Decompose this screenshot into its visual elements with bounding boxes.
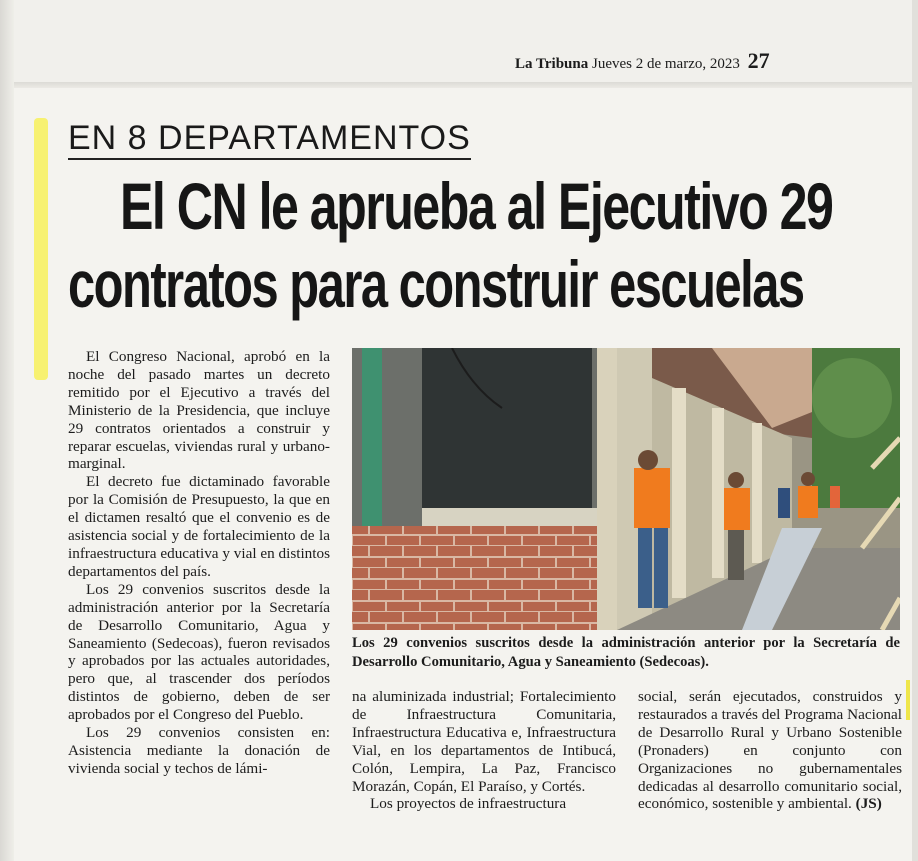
paragraph: El decreto fue dictaminado favorable por la Comisión de Presupuesto, la que en el dictamen resaltó que el convenio es de asistencia social y de fortalecimiento de la infraestructura educativa y vial en distintos departamentos del país. [68,473,330,580]
author-initials: (JS) [855,795,882,813]
headline-line-2: contratos para construir escuelas [68,247,804,321]
paragraph: Los 29 convenios consisten en: Asistencia mediante la donación de vivienda social y techos de lámi- [68,724,330,777]
marker-highlight-right [906,680,910,720]
photo-caption: Los 29 convenios suscritos desde la administración anterior por la Secretaría de Desarrollo Comunitario, Agua y Saneamiento (Sedecoas). [352,635,900,670]
newspaper-name: La Tribuna [515,56,589,72]
kicker: EN 8 DEPARTAMENTOS [68,118,471,160]
news-photo [352,348,900,630]
paragraph: Los 29 convenios suscritos desde la administración anterior por la Secretaría de Desarrollo Comunitario, Agua y Saneamiento (Sedecoas), fueron revisados y aprobados por las actuales autoridades, pero que, al trascender dos períodos distintos de gobierno, deben de ser aprobados por el Congreso del Pueblo. [68,580,330,724]
school-construction-photo [352,348,900,630]
issue-date: Jueves 2 de marzo, 2023 [591,56,740,72]
masthead [515,48,770,74]
marker-highlight [34,118,48,380]
paragraph-text: social, serán ejecutados, construidos y restaurados a través del Programa Nacional de Desarrollo Rural y Urbano Sostenible (Pronaders) en conjunto con Organizaciones no gubernamentales dedicadas al desarrollo comunitario social, económico, sostenible y ambiental. [638,688,902,813]
paragraph: Los proyectos de infraestructura [370,795,567,813]
page-left-edge [0,0,14,861]
paragraph: El Congreso Nacional, aprobó en la noche del pasado martes un decreto remitido por el Ejecutivo a través del Ministerio de la Presidencia, que incluye 29 contratos orientados a construir y reparar escuelas, viviendas rural y urbano-marginal. [68,348,330,473]
paragraph [638,688,902,813]
article-column-3 [638,688,902,813]
headline-line-1: El CN le aprueba al Ejecutivo 29 [120,169,833,243]
previous-page-strip [0,0,918,82]
paragraph: na aluminizada industrial; Fortalecimiento de Infraestructura Comunitaria, Infraestructura Educativa e, Infraestructura Vial, en los departamentos de Intibucá, Colón, Lempira, La Paz, Francisco Morazán, Copán, El Paraíso, y Cortés. [352,688,616,795]
article-column-1 [68,348,330,778]
article-column-2 [352,688,616,813]
page-fold [0,82,918,88]
page-number: 27 [747,48,770,73]
page-right-edge [912,0,918,861]
